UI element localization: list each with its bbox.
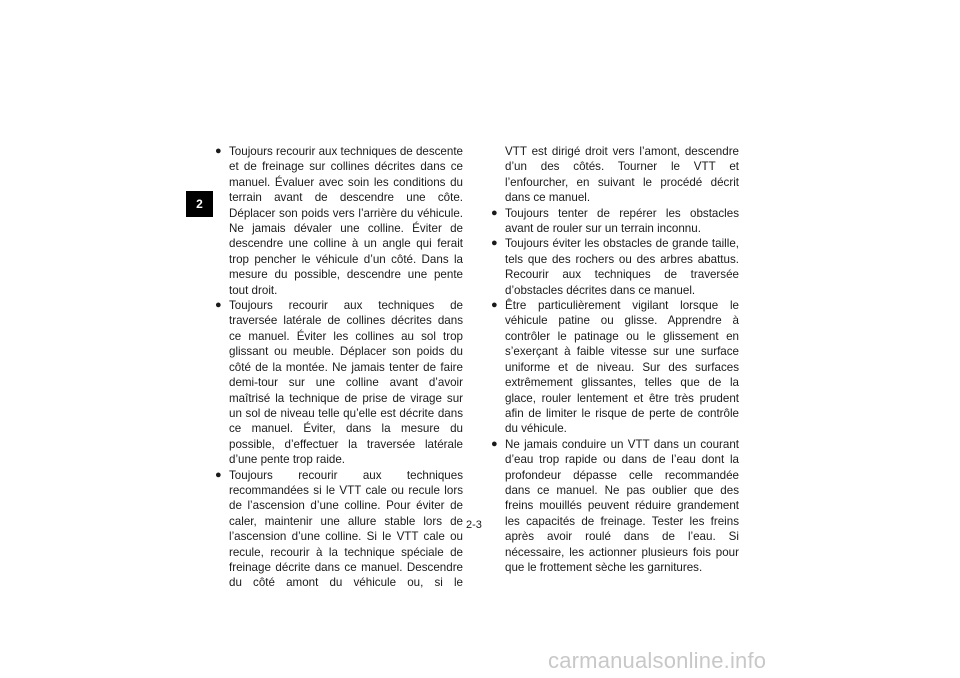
bullet-item bbox=[215, 298, 463, 467]
bullet-item bbox=[215, 468, 463, 591]
bullet-item bbox=[215, 144, 463, 298]
watermark: carmanualsonline.info bbox=[548, 648, 767, 673]
bullet-text: Toujours recourir aux techniques de traversée latérale de collines décrites dans ce manuel. Éviter les collines au sol trop glissant ou meuble. Déplacer son poids du côté de la montée. Ne jamais tenter de faire demi-tour sur une colline avant d’avoir maîtrisé la technique de prise de virage sur un sol de niveau telle qu’elle est décrite dans ce manuel. Éviter, dans la mesure du possible, d’effectuer la traversée latérale d’une pente trop raide. bbox=[229, 299, 463, 467]
right-column bbox=[491, 144, 739, 575]
bullet-icon: ● bbox=[491, 206, 498, 219]
bullet-icon: ● bbox=[491, 437, 498, 450]
bullet-text: Ne jamais conduire un VTT dans un courant d’eau trop rapide ou dans de l’eau dont la profondeur dépasse celle recommandée dans ce manuel. Ne pas oublier que des freins mouillés peuvent réduire grandement les capacités de freinage. Tester les freins après avoir roulé dans de l’eau. Si nécessaire, les actionner plusieurs fois pour que le frottement sèche les garnitures. bbox=[505, 437, 739, 574]
bullet-icon: ● bbox=[491, 299, 498, 312]
bullet-icon: ● bbox=[215, 468, 222, 481]
bullet-text: Toujours recourir aux techniques de descente et de freinage sur collines décrites dans ce manuel. Évaluer avec soin les conditions du terrain avant de descendre une côte. Déplacer son poids vers l’arrière du véhicule. Ne jamais dévaler une colline. Éviter de descendre une colline à un angle qui ferait trop pencher le véhicule d’un côté. Dans la mesure du possible, descendre une pente tout droit. bbox=[229, 145, 463, 297]
bullet-text: Être particulièrement vigilant lorsque le véhicule patine ou glisse. Apprendre à contrôler le patinage ou le glissement en s’exerçant à faible vitesse sur une surface uniforme et de niveau. Sur des surfaces extrêmement glissantes, telles que de la glace, rouler lentement et être très prudent afin de limiter le risque de perte de contrôle du véhicule. bbox=[505, 299, 739, 436]
bullet-text: Toujours recourir aux techniques recommandées si le VTT cale ou recule lors de l’ascension d’une colline. Pour éviter de caler, maintenir une allure stable lors de l’ascension d’une colline. Si le VTT cale ou recule, recourir à la technique spéciale de freinage décrite dans ce manuel. Descendre du côté amont du véhicule ou, si le bbox=[229, 468, 463, 590]
bullet-icon: ● bbox=[215, 145, 222, 157]
page-number: 2-3 bbox=[466, 519, 482, 531]
bullet-item bbox=[491, 437, 739, 576]
bullet-item bbox=[491, 206, 739, 237]
chapter-tab: 2 bbox=[186, 191, 213, 217]
left-column bbox=[215, 144, 463, 591]
bullet-text: Toujours éviter les obstacles de grande taille, tels que des rochers ou des arbres abattus. Recourir aux techniques de traversée d’obstacles décrites dans ce manuel. bbox=[505, 237, 739, 297]
continued-text: VTT est dirigé droit vers l’amont, descendre d’un des côtés. Tourner le VTT et l’enfourcher, en suivant le procédé décrit dans ce manuel. bbox=[505, 145, 739, 205]
bullet-icon: ● bbox=[215, 299, 222, 312]
bullet-item bbox=[491, 298, 739, 437]
bullet-item bbox=[491, 236, 739, 298]
bullet-icon: ● bbox=[491, 237, 498, 250]
bullet-text: Toujours tenter de repérer les obstacles avant de rouler sur un terrain inconnu. bbox=[505, 206, 739, 236]
